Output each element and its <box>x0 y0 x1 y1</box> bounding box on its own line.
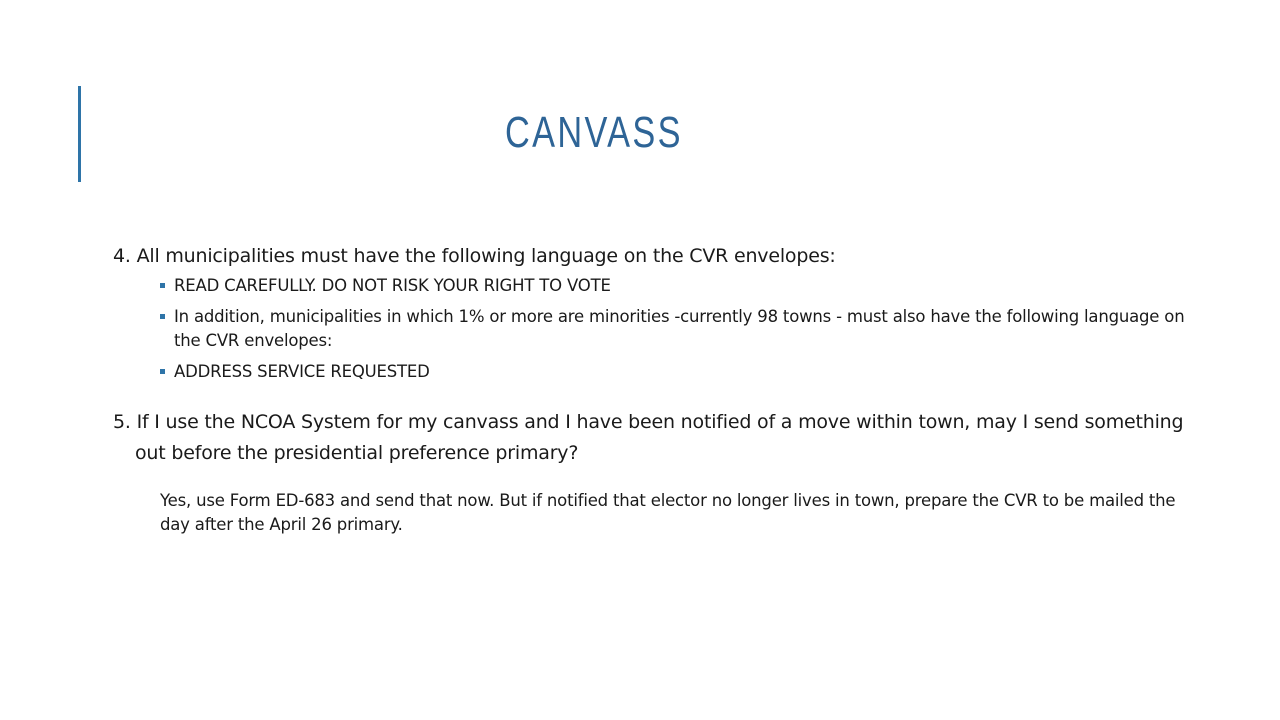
item-4-text: 4. All municipalities must have the following language on the CVR envelopes: <box>113 245 836 267</box>
item-5-question: 5. If I use the NCOA System for my canvass and I have been notified of a move within town, may I send something out before the presidential preference primary? <box>113 411 1184 464</box>
slide-body <box>113 242 1203 537</box>
bullet-text: READ CAREFULLY. DO NOT RISK YOUR RIGHT TO VOTE <box>174 276 611 295</box>
bullet-text: In addition, municipalities in which 1% or more are minorities -currently 98 towns - must also have the following language on the CVR envelopes: <box>174 307 1185 350</box>
bullet-item <box>160 305 1203 353</box>
item-4-bullets <box>113 274 1203 384</box>
bullet-text: ADDRESS SERVICE REQUESTED <box>174 362 430 381</box>
slide-title: CANVASS <box>505 108 683 157</box>
bullet-item <box>160 274 1203 298</box>
square-bullet-icon <box>160 369 165 374</box>
square-bullet-icon <box>160 314 165 319</box>
title-accent-bar <box>78 86 81 182</box>
square-bullet-icon <box>160 283 165 288</box>
bullet-item <box>160 360 1203 384</box>
item-5-answer: Yes, use Form ED-683 and send that now. But if notified that elector no longer lives in town, prepare the CVR to be mailed the day after the April 26 primary. <box>160 491 1176 534</box>
